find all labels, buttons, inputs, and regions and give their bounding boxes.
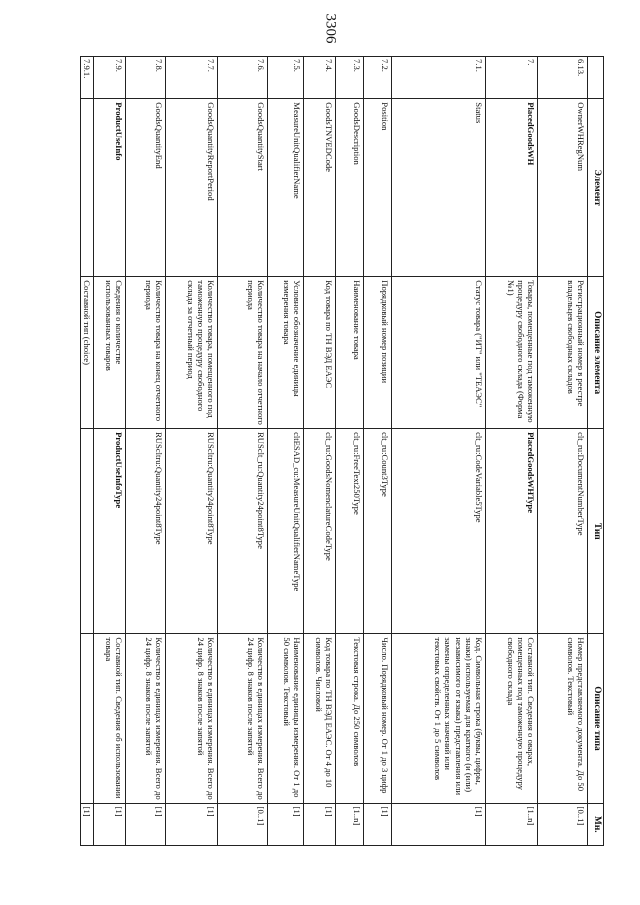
- multiplicity: [1]: [268, 803, 304, 845]
- element-description: Количество товара, помещенного под таможенную процедуру свободного склада за отчетный период: [166, 277, 218, 429]
- type-description: Номер представляемого документа. До 50 символов. Текстовый: [538, 634, 588, 803]
- header-type-description: Описание типа: [588, 634, 604, 803]
- table-row: [218, 57, 268, 846]
- table-row: [268, 57, 304, 846]
- type-description: Количество в единицах измерения. Всего до 24 цифр. 8 знаков после запятой: [166, 634, 218, 803]
- element-description: Порядковый номер позиции: [364, 277, 392, 429]
- row-number: 7.5.: [268, 57, 304, 99]
- type-description: Число. Порядковый номер. От 1 до 3 цифр: [364, 634, 392, 803]
- type-description: Количество в единицах измерения. Всего до 24 цифр. 8 знаков после запятой: [126, 634, 166, 803]
- page-content: [82, 56, 604, 846]
- element-name: GoodsDescription: [336, 99, 364, 277]
- multiplicity: [1]: [364, 803, 392, 845]
- multiplicity: [1]: [166, 803, 218, 845]
- element-description: Составной тип (choice): [80, 277, 93, 429]
- element-name: OwnerWHRegNum: [538, 99, 588, 277]
- type-name: clt_ru:CodeVariable5Type: [392, 429, 486, 634]
- row-number: 7.8.: [126, 57, 166, 99]
- multiplicity: [1]: [304, 803, 336, 845]
- element-description: Условное обозначение единицы измерения товара: [268, 277, 304, 429]
- multiplicity: [0..1]: [218, 803, 268, 845]
- element-description: Статус товара ("ИТ" или "ТЕАЭС": [392, 277, 486, 429]
- element-description: Регистрационный номер в реестре владельцев свободных складов: [538, 277, 588, 429]
- type-name: PlacedGoodsWHType: [486, 429, 538, 634]
- type-description: Наименование единицы измерения. От 1 до 50 символов. Текстовый: [268, 634, 304, 803]
- multiplicity: [1..n]: [336, 803, 364, 845]
- element-name: GoodsTNVEDCode: [304, 99, 336, 277]
- element-name: GoodsQuantityStart: [218, 99, 268, 277]
- table-row: [486, 57, 538, 846]
- row-number: 7.7.: [166, 57, 218, 99]
- row-number: 7.2.: [364, 57, 392, 99]
- table-row: [304, 57, 336, 846]
- type-description: Код товара по ТН ВЭД ЕАЭС. От 4 до 10 символов. Числовой: [304, 634, 336, 803]
- element-name: PlacedGoodsWH: [486, 99, 538, 277]
- page-number: 3306: [322, 13, 339, 44]
- type-name: clt_ru:FreeText250Type: [336, 429, 364, 634]
- table-row: [336, 57, 364, 846]
- type-name: cltESAD_cu:MeasureUnitQualifierNameType: [268, 429, 304, 634]
- row-number: 7.9.1.: [80, 57, 93, 99]
- element-description: Количество товара на конец отчетного периода: [126, 277, 166, 429]
- type-name: RUScltru:Quantity24point8Type: [126, 429, 166, 634]
- multiplicity: [1]: [94, 803, 126, 845]
- type-description: Код. Символьная строка (буквы, цифры, знаки) используемая для краткого (и (или) независимого от языка) представления или замены определенных значений или текстовых свойств. От 1 до 5 символов: [392, 634, 486, 803]
- table-row: [166, 57, 218, 846]
- elements-table: [80, 56, 604, 846]
- header-multiplicity: Мн.: [588, 803, 604, 845]
- table-row: [538, 57, 588, 846]
- element-name: GoodsQuantityReportPeriod: [166, 99, 218, 277]
- multiplicity: [1]: [392, 803, 486, 845]
- header-element-description: Описание элемента: [588, 277, 604, 429]
- element-name: [80, 99, 93, 277]
- multiplicity: [1]: [80, 803, 93, 845]
- type-name: ProductUseInfoType: [94, 429, 126, 634]
- type-name: [80, 429, 93, 634]
- row-number: 7.6.: [218, 57, 268, 99]
- header-element: Элемент: [588, 99, 604, 277]
- header-type: Тип: [588, 429, 604, 634]
- element-name: ProductUseInfo: [94, 99, 126, 277]
- type-name: clt_ru:DocumentNumberType: [538, 429, 588, 634]
- header-num: [588, 57, 604, 99]
- type-name: RUSclt_ru:Quantity24point8Type: [218, 429, 268, 634]
- table-row: [364, 57, 392, 846]
- type-description: Составной тип. Сведения об использовании товара: [94, 634, 126, 803]
- row-number: 7.3.: [336, 57, 364, 99]
- table-body: [80, 57, 587, 846]
- multiplicity: [1]: [126, 803, 166, 845]
- element-description: Наименование товара: [336, 277, 364, 429]
- table-row: [94, 57, 126, 846]
- multiplicity: [1..n]: [486, 803, 538, 845]
- row-number: 7.1.: [392, 57, 486, 99]
- element-name: Status: [392, 99, 486, 277]
- element-name: Position: [364, 99, 392, 277]
- table-row: [392, 57, 486, 846]
- table-row: [80, 57, 93, 846]
- row-number: 7.: [486, 57, 538, 99]
- element-description: Количество товара на начало отчетного периода: [218, 277, 268, 429]
- element-name: MeasureUnitQualifierName: [268, 99, 304, 277]
- type-description: [80, 634, 93, 803]
- row-number: 6.13.: [538, 57, 588, 99]
- table-row: [126, 57, 166, 846]
- type-description: Текстовая строка. До 250 символов: [336, 634, 364, 803]
- type-description: Количество в единицах измерения. Всего до 24 цифр. 8 знаков после запятой: [218, 634, 268, 803]
- type-name: clt_ru:GoodsNomenclatureCodeType: [304, 429, 336, 634]
- type-description: Составной тип. Сведения о оварах, помещенных под таможенную процедуру свободного склада: [486, 634, 538, 803]
- element-description: Код товара по ТН ВЭД ЕАЭС: [304, 277, 336, 429]
- row-number: 7.4.: [304, 57, 336, 99]
- table-header-row: [588, 57, 604, 846]
- rotated-table-container: [82, 56, 604, 846]
- type-name: clt_ru:Count3Type: [364, 429, 392, 634]
- element-description: Товары, помещенные под таможенную процедуру свободного склада (Форма №1): [486, 277, 538, 429]
- element-description: Сведения о количестве использованных товаров: [94, 277, 126, 429]
- type-name: RUScltru:Quantity24point8Type: [166, 429, 218, 634]
- multiplicity: [0..1]: [538, 803, 588, 845]
- row-number: 7.9.: [94, 57, 126, 99]
- element-name: GoodsQuantityEnd: [126, 99, 166, 277]
